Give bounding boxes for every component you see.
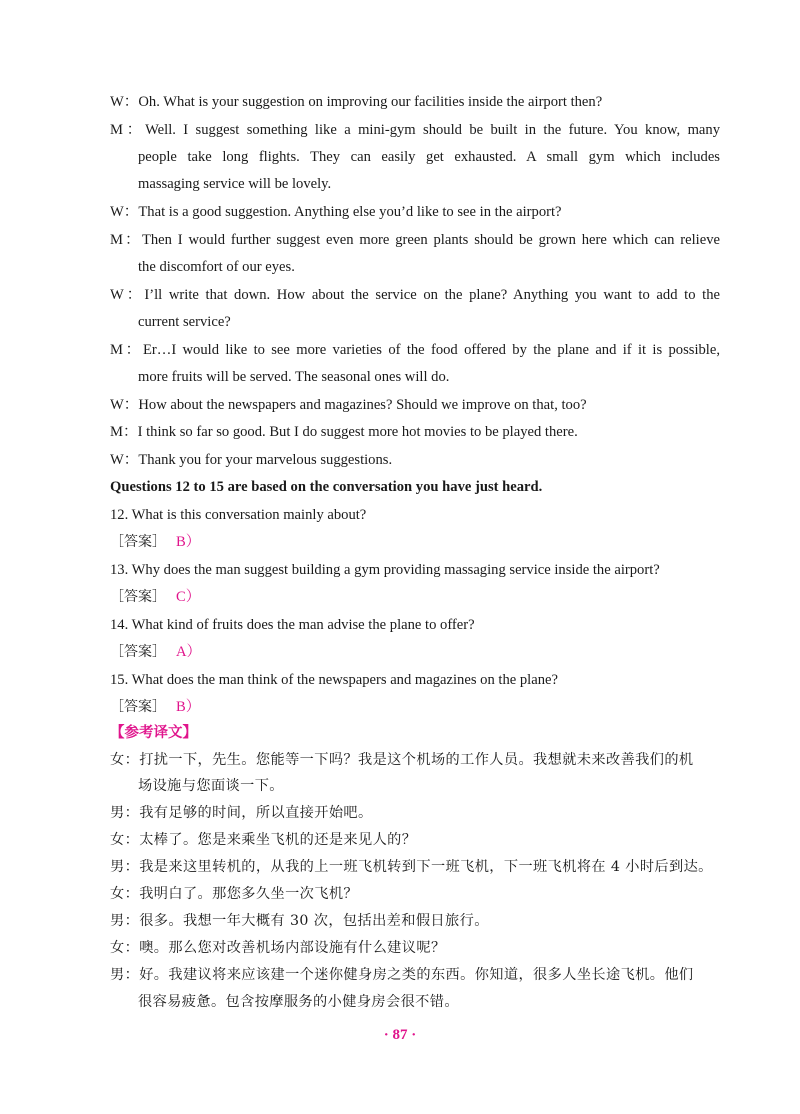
translation-line: 男：我有足够的时间，所以直接开始吧。 [110, 805, 373, 821]
questions-heading: Questions 12 to 15 are based on the conversation you have just heard. [110, 479, 543, 495]
answer-12: ［答案］ B） [110, 534, 201, 550]
dialogue-line-continued: the discomfort of our eyes. [138, 259, 295, 275]
dialogue-line-continued: people take long flights. They can easily get exhausted. A small gym which includes [138, 149, 720, 165]
question-15: 15. What does the man think of the newspapers and magazines on the plane? [110, 672, 558, 688]
translation-line: 女：打扰一下，先生。您能等一下吗？我是这个机场的工作人员。我想就未来改善我们的机 [110, 752, 694, 768]
dialogue-line: M：Er…I would like to see more varieties of the food offered by the plane and if it is possible, [110, 342, 720, 358]
dialogue-line: M：I think so far so good. But I do suggest more hot movies to be played there. [110, 424, 578, 440]
question-13: 13. Why does the man suggest building a gym providing massaging service inside the airport? [110, 562, 660, 578]
translation-line-continued: 场设施与您面谈一下。 [138, 778, 284, 794]
dialogue-line-continued: more fruits will be served. The seasonal ones will do. [138, 369, 450, 385]
translation-line: 男：好。我建议将来应该建一个迷你健身房之类的东西。你知道，很多人坐长途飞机。他们 [110, 967, 694, 983]
question-12: 12. What is this conversation mainly about? [110, 507, 367, 523]
dialogue-line: M：Then I would further suggest even more green plants should be grown here which can relieve [110, 232, 720, 248]
translation-line: 男：我是来这里转机的，从我的上一班飞机转到下一班飞机，下一班飞机将在 4 小时后到达。 [110, 859, 713, 875]
dialogue-line: W：I’ll write that down. How about the service on the plane? Anything you want to add to the [110, 287, 720, 303]
answer-13: ［答案］ C） [110, 589, 201, 605]
dialogue-line: W：That is a good suggestion. Anything else you’d like to see in the airport? [110, 204, 562, 220]
translation-line: 女：我明白了。那您多久坐一次飞机？ [110, 886, 359, 902]
dialogue-line: W：How about the newspapers and magazines? Should we improve on that, too? [110, 397, 587, 413]
question-14: 14. What kind of fruits does the man advise the plane to offer? [110, 617, 475, 633]
dialogue-line: M：Well. I suggest something like a mini-gym should be built in the future. You know, many [110, 122, 720, 138]
dialogue-line-continued: massaging service will be lovely. [138, 176, 332, 192]
answer-14: ［答案］ A） [110, 644, 202, 660]
page-number: · 87 · [383, 1027, 417, 1043]
dialogue-line: W：Thank you for your marvelous suggestions. [110, 452, 393, 468]
translation-line: 女：太棒了。您是来乘坐飞机的还是来见人的？ [110, 832, 417, 848]
translation-line-continued: 很容易疲惫。包含按摩服务的小健身房会很不错。 [138, 994, 459, 1010]
translation-line: 女：噢。那么您对改善机场内部设施有什么建议呢？ [110, 940, 446, 956]
translation-line: 男：很多。我想一年大概有 30 次，包括出差和假日旅行。 [110, 913, 489, 929]
answer-15: ［答案］ B） [110, 699, 201, 715]
reference-heading: 【参考译文】 [110, 725, 197, 741]
dialogue-line-continued: current service? [138, 314, 231, 330]
dialogue-line: W：Oh. What is your suggestion on improving our facilities inside the airport then? [110, 94, 603, 110]
